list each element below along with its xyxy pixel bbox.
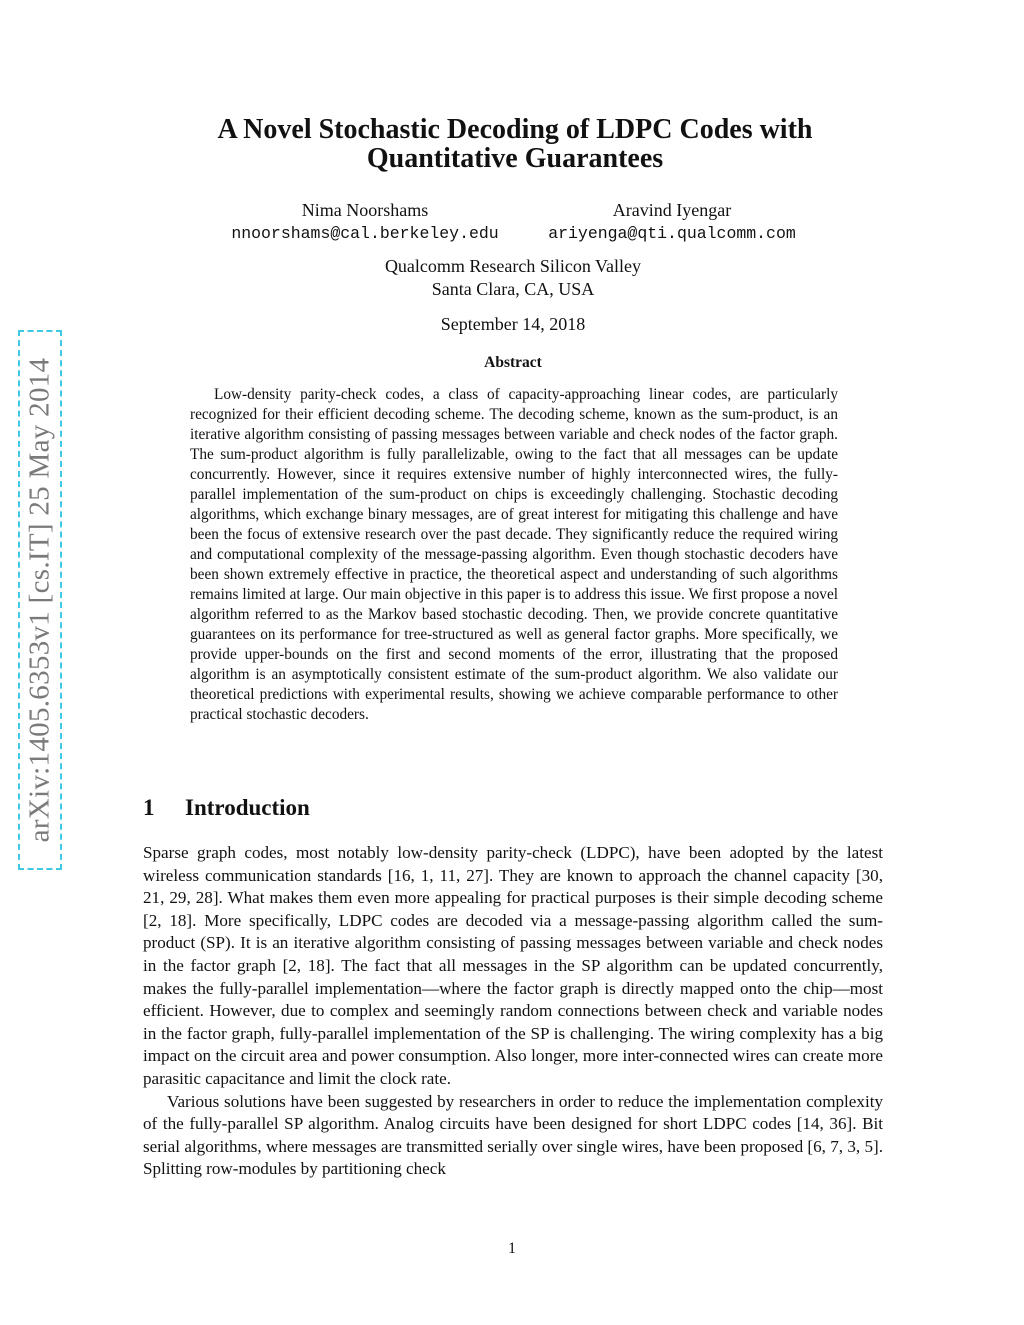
page-number: 1 bbox=[508, 1240, 516, 1257]
author-email[interactable]: ariyenga@qti.qualcomm.com bbox=[548, 224, 796, 243]
author-block-2 bbox=[522, 198, 822, 246]
affiliation-line-1: Qualcomm Research Silicon Valley bbox=[384, 256, 642, 276]
arxiv-identifier-stamp[interactable] bbox=[18, 330, 62, 870]
paragraph: Sparse graph codes, most notably low-density parity-check (LDPC), have been adopted by the latest wireless communication standards [16, 1, 11, 27]. They are known to approach the channel capacity [30, 21, 29, 28]. What makes them even more appealing for practical purposes is their simple decoding scheme [2, 18]. More specifically, LDPC codes are decoded via a message-passing algorithm called the sum-product (SP). It is an iterative algorithm consisting of passing messages between variable and check nodes in the factor graph [2, 18]. The fact that all messages in the SP algorithm can be updated concurrently, makes the fully-parallel implementation—where the factor graph is directly mapped onto the chip—most efficient. However, due to complex and seemingly random connections between check and variable nodes in the factor graph, fully-parallel implementation of the SP is challenging. The wiring complexity has a big impact on the circuit area and power consumption. Also longer, more inter-connected wires can create more parasitic capacitance and limit the clock rate. bbox=[143, 843, 883, 1088]
author-name: Aravind Iyengar bbox=[612, 200, 732, 220]
author-email[interactable]: nnoorshams@cal.berkeley.edu bbox=[231, 224, 499, 243]
section-heading-introduction bbox=[143, 795, 310, 821]
author-block-1 bbox=[215, 198, 515, 246]
introduction-body bbox=[143, 842, 883, 1181]
arxiv-identifier-text: arXiv:1405.6353v1 [cs.IT] 25 May 2014 bbox=[23, 357, 56, 843]
abstract-text: Low-density parity-check codes, a class of capacity-approaching linear codes, are particularly recognized for their efficient decoding scheme. The decoding scheme, known as the sum-product, is an iterative algorithm consisting of passing messages between variable and check nodes of the factor graph. The sum-product algorithm is fully parallelizable, owing to the fact that all messages can be update concurrently. However, since it requires extensive number of highly interconnected wires, the fully-parallel implementation of the sum-product on chips is exceedingly challenging. Stochastic decoding algorithms, which exchange binary messages, are of great interest for mitigating this challenge and have been the focus of extensive research over the past decade. They significantly reduce the required wiring and computational complexity of the message-passing algorithm. Even though stochastic decoders have been shown extremely effective in practice, the theoretical aspect and understanding of such algorithms remains limited at large. Our main objective in this paper is to address this issue. We first propose a novel algorithm referred to as the Markov based stochastic decoding. Then, we provide concrete quantitative guarantees on its performance for tree-structured as well as general factor graphs. More specifically, we provide upper-bounds on the first and second moments of the error, illustrating that the proposed algorithm is an asymptotically consistent estimate of the sum-product algorithm. We also validate our theoretical predictions with experimental results, showing we achieve comparable performance to other practical stochastic decoders. bbox=[190, 386, 838, 723]
affiliation-line-2: Santa Clara, CA, USA bbox=[431, 279, 595, 299]
affiliation bbox=[313, 255, 713, 301]
author-name: Nima Noorshams bbox=[301, 200, 429, 220]
paper-title: A Novel Stochastic Decoding of LDPC Codes with Quantitative Guarantees bbox=[217, 114, 813, 174]
section-title: Introduction bbox=[185, 795, 310, 820]
publication-date: September 14, 2018 bbox=[440, 314, 586, 334]
paragraph: Various solutions have been suggested by researchers in order to reduce the implementation complexity of the fully-parallel SP algorithm. Analog circuits have been designed for short LDPC codes [14, 36]. Bit serial algorithms, where messages are transmitted serially over single wires, have been proposed [6, 7, 3, 5]. Splitting row-modules by partitioning check bbox=[143, 1091, 883, 1179]
section-number: 1 bbox=[143, 795, 155, 820]
abstract-heading: Abstract bbox=[484, 354, 542, 371]
